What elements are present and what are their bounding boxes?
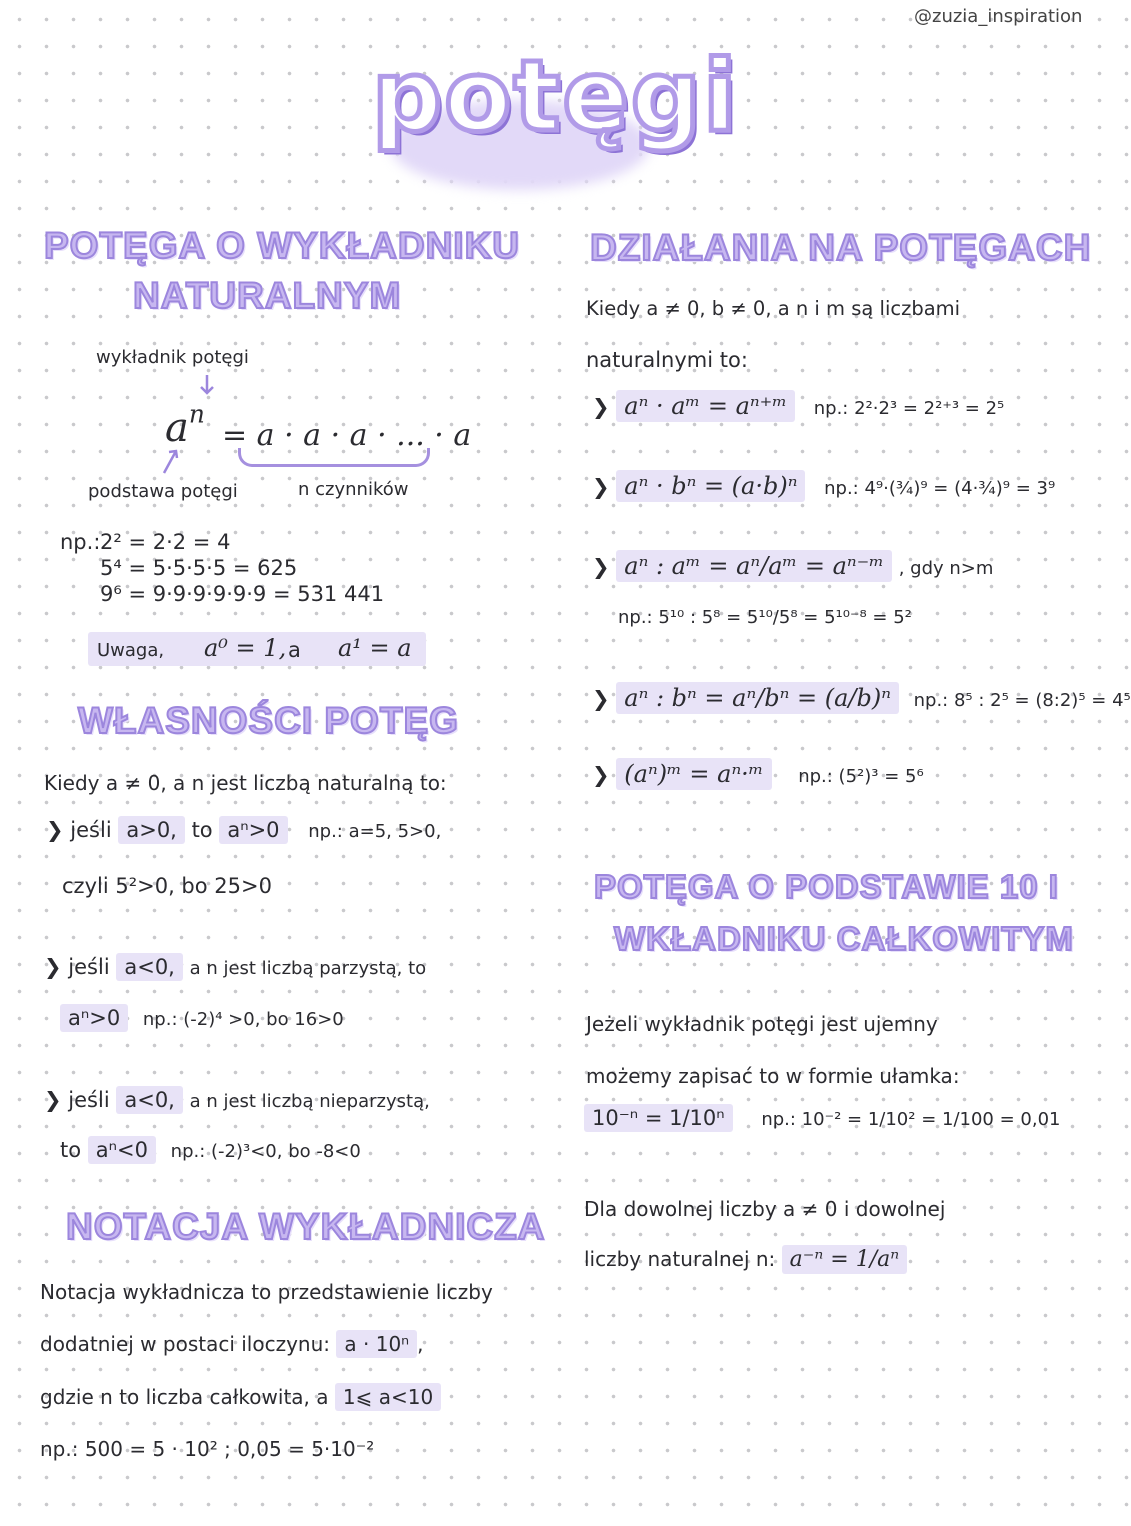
p3-line2: to aⁿ<0 np.: (-2)³<0, bo -8<0: [60, 1138, 361, 1162]
notation-line2: dodatniej w postaci iloczynu: a · 10ⁿ ,: [40, 1332, 424, 1356]
heading-properties: WŁASNOŚCI POTĘG: [78, 700, 459, 741]
rule-3-example: np.: 5¹⁰ : 5⁸ = 5¹⁰/5⁸ = 5¹⁰⁻⁸ = 5²: [618, 607, 912, 628]
example-2: 5⁴ = 5·5·5·5 = 625: [100, 556, 298, 580]
rule-4-formula: aⁿ : bⁿ = aⁿ/bⁿ = (a/b)ⁿ: [616, 682, 899, 714]
rule-4: [592, 684, 1131, 712]
bullet-arrow-icon: ❯: [592, 395, 610, 419]
heading-integer-line2: WKŁADNIKU CAŁKOWITYM: [614, 920, 1074, 957]
bullet-arrow-icon: ❯: [592, 687, 610, 711]
p3-result: aⁿ<0: [88, 1136, 156, 1164]
note-label: Uwaga,: [97, 640, 165, 661]
rule-2-example: np.: 4⁹·(¾)⁹ = (4·¾)⁹ = 3⁹: [824, 478, 1056, 499]
rule-2-formula: aⁿ · bⁿ = (a·b)ⁿ: [616, 470, 805, 502]
brace-underline: [238, 448, 430, 467]
integer-line2: możemy zapisać to w formie ułamka:: [586, 1064, 960, 1088]
watermark: @zuzia_inspiration: [914, 6, 1083, 27]
formula-power: [165, 399, 205, 451]
property-1: ❯ jeśli a>0, to aⁿ>0 np.: a=5, 5>0,: [46, 818, 442, 842]
integer-general-formula: a⁻ⁿ = 1/aⁿ: [782, 1245, 908, 1274]
arrow-down-icon: [196, 374, 218, 396]
integer-formula-row: [584, 1106, 1060, 1130]
p1-result: aⁿ>0: [219, 816, 287, 844]
integer-example: np.: 10⁻² = 1/10² = 1/100 = 0,01: [761, 1109, 1061, 1130]
rule-4-example: np.: 8⁵ : 2⁵ = (8:2)⁵ = 4⁵: [913, 690, 1131, 711]
p3-example: np.: (-2)³<0, bo -8<0: [170, 1141, 361, 1162]
example-3: 9⁶ = 9·9·9·9·9·9 = 531 441: [100, 582, 385, 606]
formula-base: a: [165, 405, 189, 451]
note-and: a: [288, 638, 301, 662]
heading-natural-line2: NATURALNYM: [133, 275, 402, 316]
integer-formula: 10⁻ⁿ = 1/10ⁿ: [584, 1104, 733, 1132]
rule-5: [592, 760, 924, 788]
page-title: potęgi: [372, 40, 739, 154]
rule-5-formula: (aⁿ)ᵐ = aⁿ·ᵐ: [616, 758, 771, 790]
rule-3: [592, 552, 993, 580]
p2-example: np.: (-2)⁴ >0, bo 16>0: [142, 1009, 344, 1030]
rule-3-formula: aⁿ : aᵐ = aⁿ/aᵐ = aⁿ⁻ᵐ: [616, 550, 892, 582]
notation-range: 1⩽ a<10: [335, 1383, 441, 1411]
label-factors: n czynników: [298, 479, 409, 500]
p1-example: np.: a=5, 5>0,: [308, 821, 442, 842]
property-2: ❯ jeśli a<0, a n jest liczbą parzystą, to: [44, 955, 427, 979]
rule-1-formula: aⁿ · aᵐ = aⁿ⁺ᵐ: [616, 390, 795, 422]
note-a1: a¹ = a: [338, 634, 412, 662]
p1-example-2: czyli 5²>0, bo 25>0: [62, 874, 272, 898]
p2-result: aⁿ>0: [60, 1004, 128, 1032]
bullet-arrow-icon: ❯: [592, 475, 610, 499]
note-a0: a⁰ = 1,: [204, 634, 287, 662]
notation-formula: a · 10ⁿ: [336, 1330, 417, 1358]
properties-intro: Kiedy a ≠ 0, a n jest liczbą naturalną to:: [44, 771, 447, 795]
heading-natural-line1: POTĘGA O WYKŁADNIKU: [44, 225, 521, 266]
p1-condition: a>0,: [118, 816, 185, 844]
bullet-arrow-icon: ❯: [592, 763, 610, 787]
rule-2: [592, 472, 1055, 500]
label-base: podstawa potęgi: [88, 481, 238, 502]
notation-example: np.: 500 = 5 · 10² ; 0,05 = 5·10⁻²: [40, 1437, 375, 1461]
rule-5-example: np.: (5²)³ = 5⁶: [798, 766, 924, 787]
property-3: ❯ jeśli a<0, a n jest liczbą nieparzystą,: [44, 1088, 430, 1112]
integer-line4: liczby naturalnej n: a⁻ⁿ = 1/aⁿ: [584, 1247, 907, 1272]
notation-line3: gdzie n to liczba całkowita, a 1⩽ a<10: [40, 1385, 441, 1409]
bullet-arrow-icon: ❯: [44, 1088, 62, 1112]
heading-operations: DZIAŁANIA NA POTĘGACH: [590, 227, 1092, 268]
p2-line2: [60, 1006, 344, 1030]
rule-1-example: np.: 2²·2³ = 2²⁺³ = 2⁵: [813, 398, 1005, 419]
label-exponent: wykładnik potęgi: [96, 347, 249, 368]
integer-line3: Dla dowolnej liczby a ≠ 0 i dowolnej: [584, 1197, 946, 1221]
bullet-arrow-icon: ❯: [592, 555, 610, 579]
p3-condition: a<0,: [116, 1086, 183, 1114]
notation-line1: Notacja wykładnicza to przedstawienie liczby: [40, 1280, 493, 1304]
bullet-arrow-icon: ❯: [44, 955, 62, 979]
integer-line1: Jeżeli wykładnik potęgi jest ujemny: [586, 1012, 938, 1036]
operations-intro-1: Kiedy a ≠ 0, b ≠ 0, a n i m są liczbami: [586, 297, 961, 320]
examples-prefix: np.:: [60, 530, 101, 554]
heading-notation: NOTACJA WYKŁADNICZA: [66, 1206, 546, 1247]
p2-condition: a<0,: [116, 953, 183, 981]
formula-product: = a · a · a · ... · a: [222, 418, 472, 453]
bullet-arrow-icon: ❯: [46, 818, 64, 842]
rule-1: [592, 392, 1004, 420]
heading-integer-line1: POTĘGA O PODSTAWIE 10 I: [594, 868, 1059, 905]
rule-3-condition: , gdy n>m: [898, 558, 994, 579]
formula-exponent: n: [188, 399, 205, 429]
arrow-up-icon: [160, 448, 182, 474]
operations-intro-2: naturalnymi to:: [586, 348, 748, 372]
example-1: 2² = 2·2 = 4: [100, 530, 231, 554]
